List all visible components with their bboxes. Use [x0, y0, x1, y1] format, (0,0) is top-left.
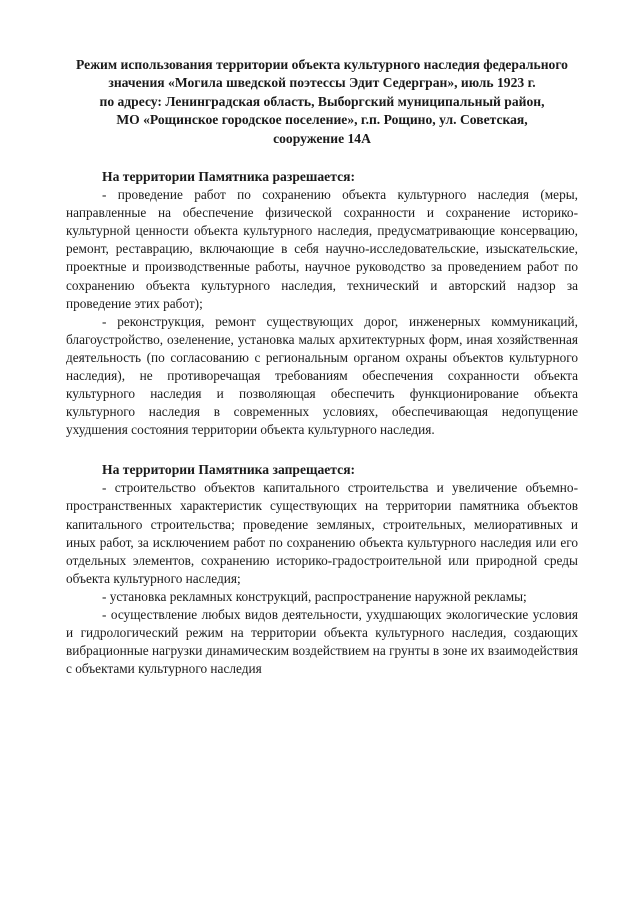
allowed-heading: На территории Памятника разрешается:	[102, 169, 355, 185]
document-page	[66, 56, 578, 678]
allowed-section	[66, 168, 578, 439]
prohibited-item: - осуществление любых видов деятельности, ухудшающих экологические условия и гидрологический режим на территории объекта культурного наследия, создающих вибрационные нагрузки динамическим воздействием на грунты в зоне их взаимодействия с объектами культурного наследия	[66, 607, 578, 677]
title-line: сооружение 14А	[273, 130, 371, 146]
title-line: по адресу: Ленинградская область, Выборгский муниципальный район,	[99, 93, 545, 109]
document-title	[66, 56, 578, 148]
prohibited-section	[66, 461, 578, 678]
prohibited-item: - строительство объектов капитального строительства и увеличение объемно-пространственных характеристик существующих на территории памятника объектов капитального строительства; проведение земляных, строительных, мелиоративных и иных работ, за исключением работ по сохранению объекта культурного наследия или его отдельных элементов, сохранению историко-градостроительной или природной среды объекта культурного наследия;	[66, 480, 578, 586]
allowed-item: - реконструкция, ремонт существующих дорог, инженерных коммуникаций, благоустройство, озеленение, установка малых архитектурных форм, иная хозяйственная деятельность (по согласованию с региональным органом охраны объектов культурного наследия), не противоречащая требованиям обеспечения сохранности объекта культурного наследия и позволяющая обеспечить функционирование объекта культурного наследия в современных условиях, обеспечивающая недопущение ухудшения состояния территории объекта культурного наследия.	[66, 313, 578, 438]
title-line: МО «Рощинское городское поселение», г.п. Рощино, ул. Советская,	[116, 112, 528, 128]
prohibited-item: - установка рекламных конструкций, распространение наружной рекламы;	[102, 588, 527, 604]
prohibited-heading: На территории Памятника запрещается:	[102, 462, 356, 478]
title-line: Режим использования территории объекта культурного наследия федерального	[76, 57, 568, 72]
title-line: значения «Могила шведской поэтессы Эдит Седергран», июль 1923 г.	[108, 75, 536, 91]
allowed-item: - проведение работ по сохранению объекта культурного наследия (меры, направленные на обеспечение физической сохранности и сохранение историко-культурной ценности объекта культурного наследия, предусматривающие консервацию, ремонт, реставрацию, включающие в себя научно-исследовательские, изыскательские, проектные и производственные работы, научное руководство за проведением работ по сохранению объекта культурного наследия, технический и авторский надзор за проведение этих работ);	[66, 187, 578, 311]
